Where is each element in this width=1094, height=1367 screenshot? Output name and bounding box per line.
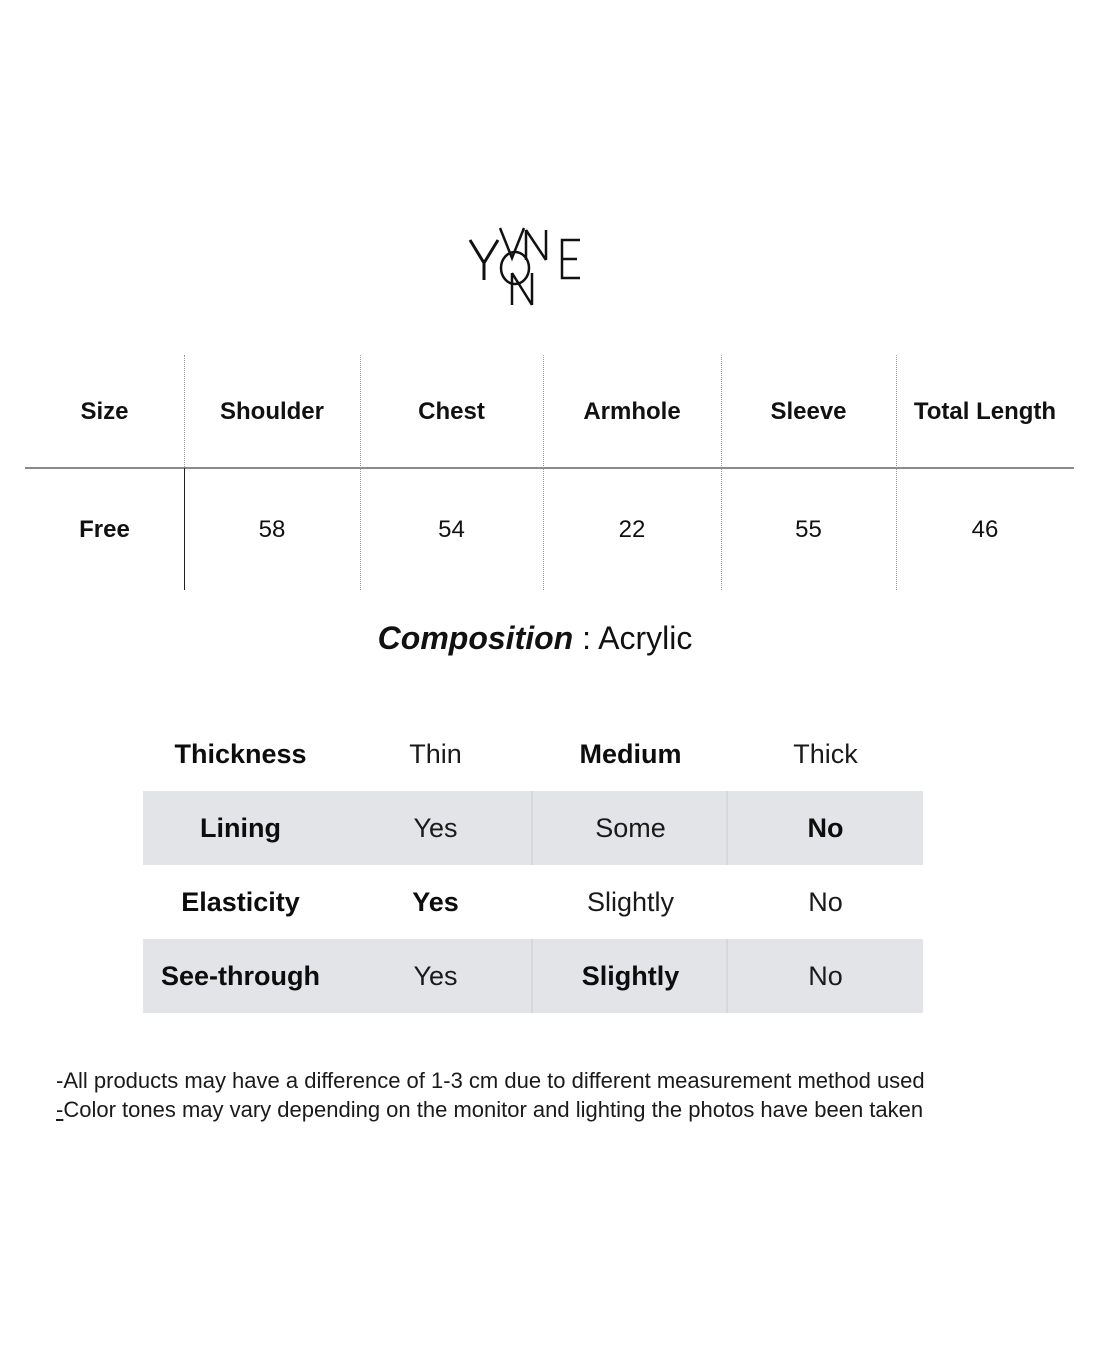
shoulder-value: 58	[258, 516, 286, 543]
attribute-name: See-through	[161, 961, 320, 991]
column-divider	[543, 355, 544, 590]
attribute-option: Yes	[413, 961, 458, 991]
column-divider	[360, 355, 361, 590]
header-shoulder: Shoulder	[219, 398, 324, 425]
attribute-row-thickness	[143, 717, 923, 791]
attribute-row-lining	[143, 791, 923, 865]
note-color	[56, 1095, 925, 1124]
attribute-option-selected: No	[807, 813, 844, 843]
attribute-option: Slightly	[586, 887, 675, 917]
attribute-option-selected: Medium	[579, 739, 682, 769]
chest-value: 54	[438, 516, 465, 543]
header-size: Size	[80, 398, 129, 425]
header-armhole: Armhole	[583, 398, 681, 425]
attribute-option: Thick	[793, 739, 858, 769]
composition-label: Composition	[377, 620, 574, 656]
sleeve-value: 55	[795, 516, 822, 543]
attribute-row-elasticity	[143, 865, 923, 939]
composition-separator: :	[573, 620, 599, 656]
attribute-option: Thin	[409, 739, 462, 769]
attribute-name: Thickness	[174, 739, 307, 769]
attribute-name: Lining	[200, 813, 281, 843]
note-measurement: -All products may have a difference of 1-3 cm due to different measurement method used	[56, 1068, 925, 1093]
disclaimer-notes	[56, 1066, 925, 1124]
header-chest: Chest	[418, 398, 485, 425]
composition-line	[0, 620, 1070, 657]
total-length-value: 46	[971, 516, 999, 543]
column-divider	[721, 355, 722, 590]
attribute-option: Yes	[413, 813, 458, 843]
note-color-text: Color tones may vary depending on the monitor and lighting the photos have been taken	[63, 1097, 924, 1122]
brand-logo	[460, 218, 610, 313]
size-value: Free	[79, 516, 130, 543]
attribute-name: Elasticity	[181, 887, 300, 917]
attribute-option-selected: Slightly	[581, 961, 680, 991]
attribute-option-selected: Yes	[412, 887, 459, 917]
column-divider	[896, 355, 897, 590]
armhole-value: 22	[618, 516, 646, 543]
attribute-option: Some	[595, 813, 666, 843]
note-dash: -	[56, 1097, 64, 1122]
header-total-length: Total Length	[913, 398, 1057, 425]
size-table	[25, 355, 1074, 590]
composition-value: Acrylic	[598, 620, 693, 656]
attribute-option: No	[808, 961, 843, 991]
attribute-row-see-through	[143, 939, 923, 1013]
header-divider	[25, 467, 1074, 469]
attribute-option: No	[808, 887, 843, 917]
header-sleeve: Sleeve	[770, 398, 847, 425]
